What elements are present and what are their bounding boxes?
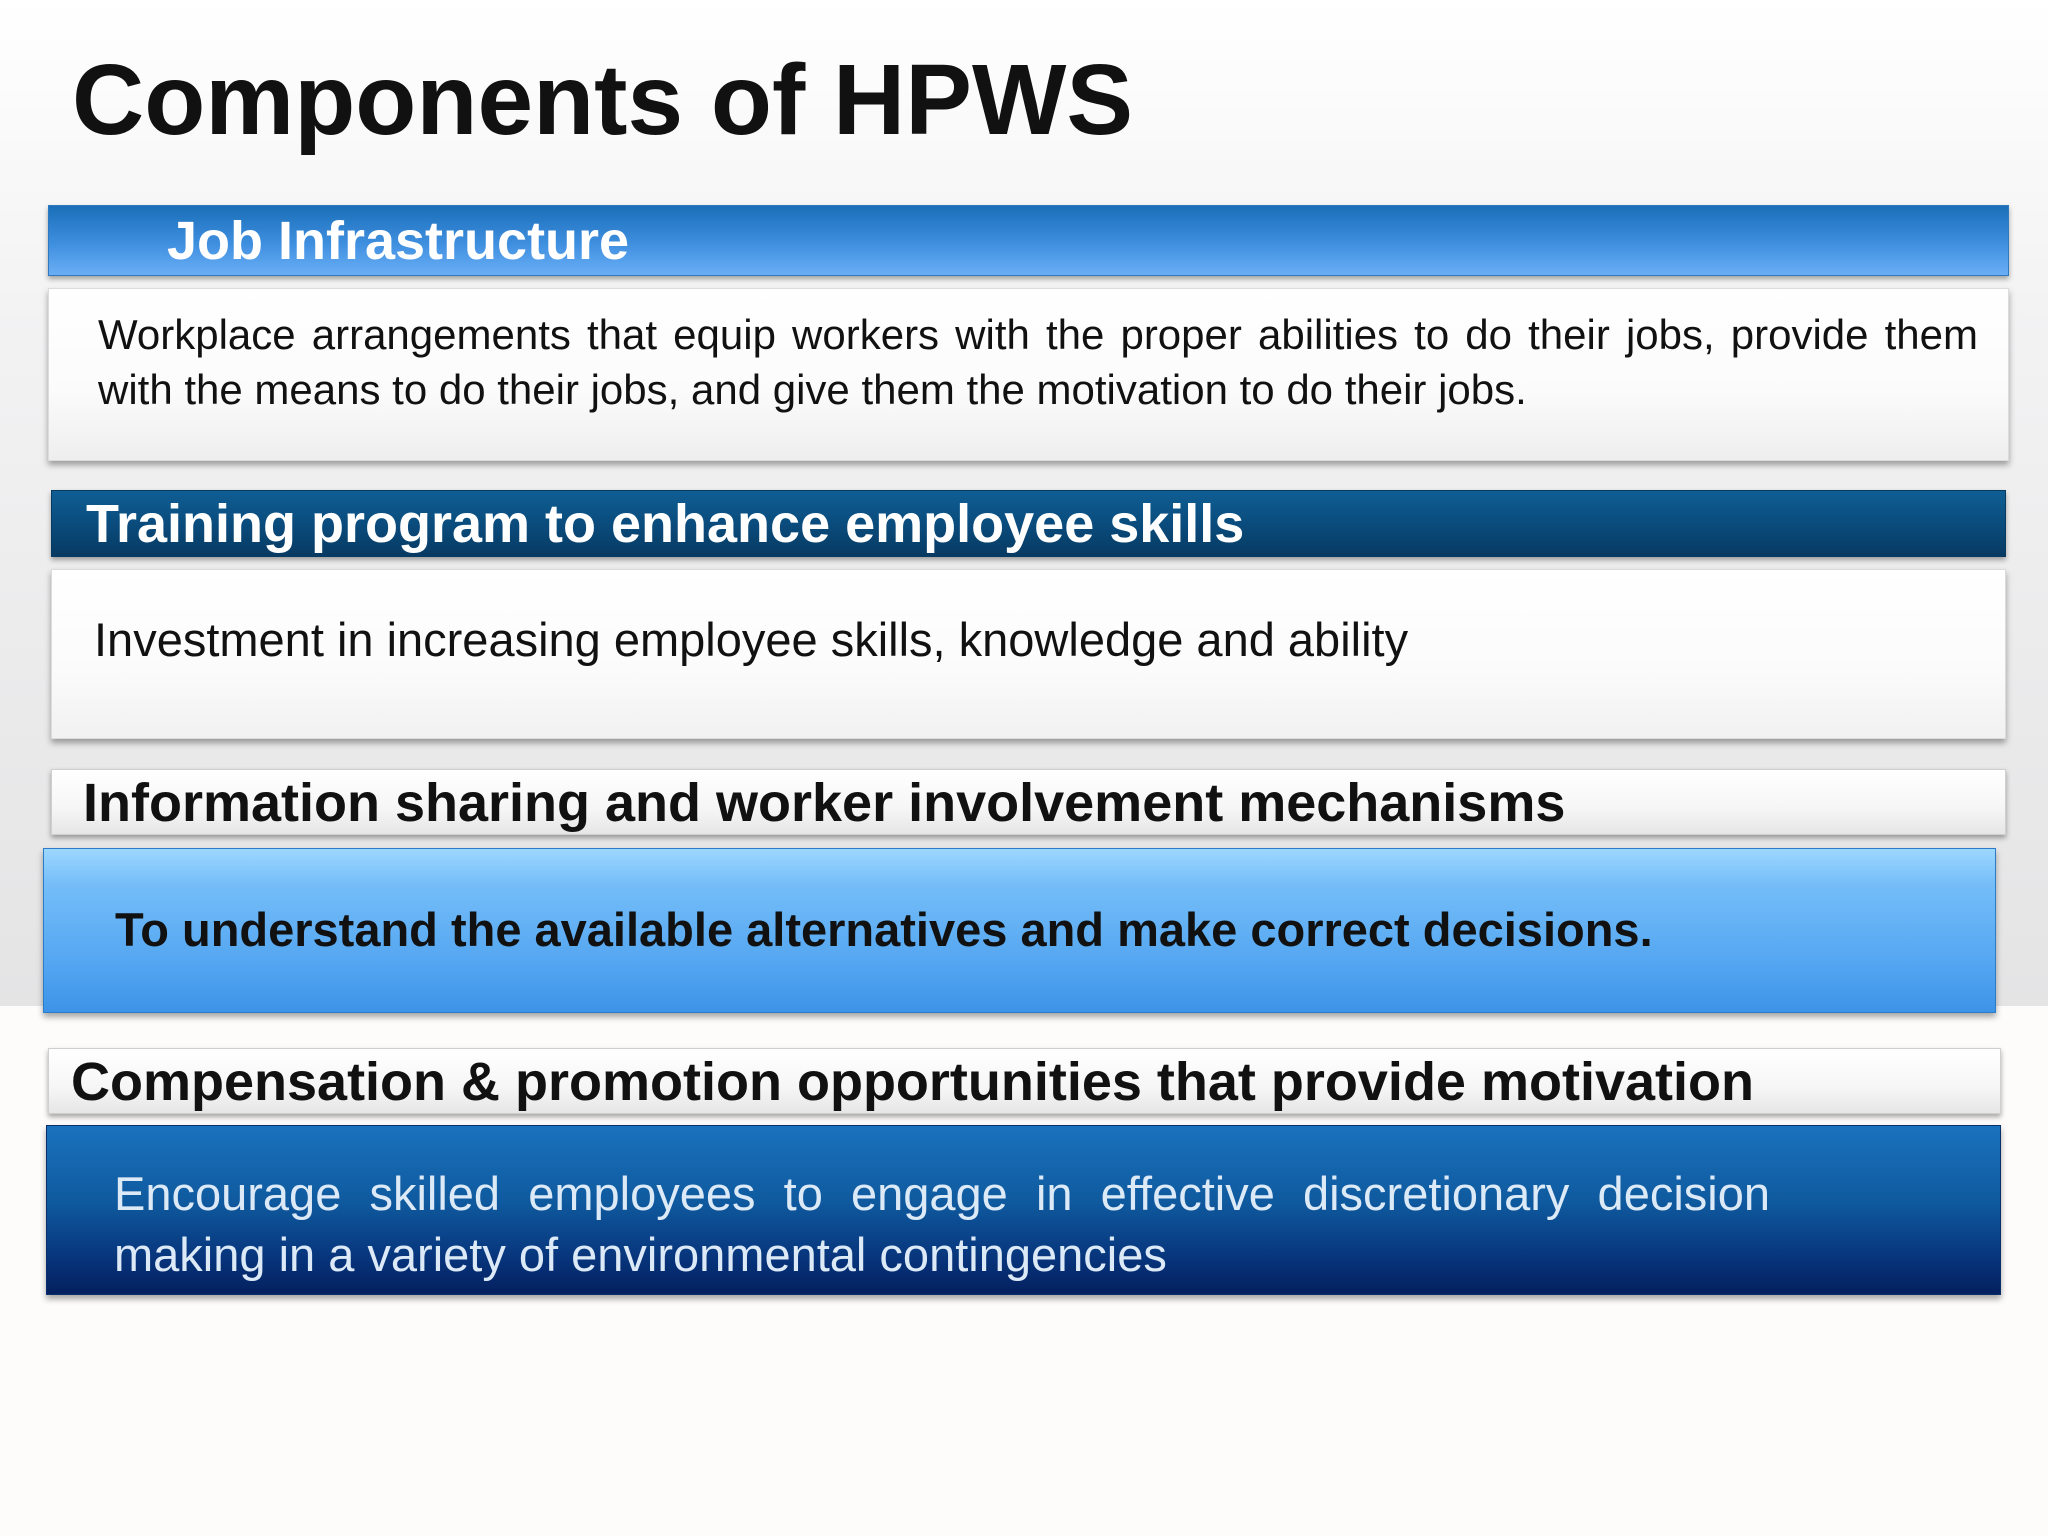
section-information-sharing-body: To understand the available alternatives and make correct decisions. bbox=[43, 848, 1996, 1013]
section-information-sharing-heading: Information sharing and worker involvement mechanisms bbox=[51, 769, 2006, 835]
section-job-infrastructure-heading: Job Infrastructure bbox=[48, 205, 2009, 276]
section-training-body: Investment in increasing employee skills, knowledge and ability bbox=[51, 569, 2006, 739]
section-training-heading: Training program to enhance employee skills bbox=[51, 490, 2006, 557]
section-compensation-body: Encourage skilled employees to engage in effective discretionary decision making in a variety of environmental contingencies bbox=[46, 1125, 2001, 1295]
section-compensation-heading: Compensation & promotion opportunities that provide motivation bbox=[48, 1048, 2001, 1114]
slide-title: Components of HPWS bbox=[72, 44, 1134, 156]
section-job-infrastructure-body: Workplace arrangements that equip workers with the proper abilities to do their jobs, provide them with the means to do their jobs, and give them the motivation to do their jobs. bbox=[48, 288, 2009, 461]
